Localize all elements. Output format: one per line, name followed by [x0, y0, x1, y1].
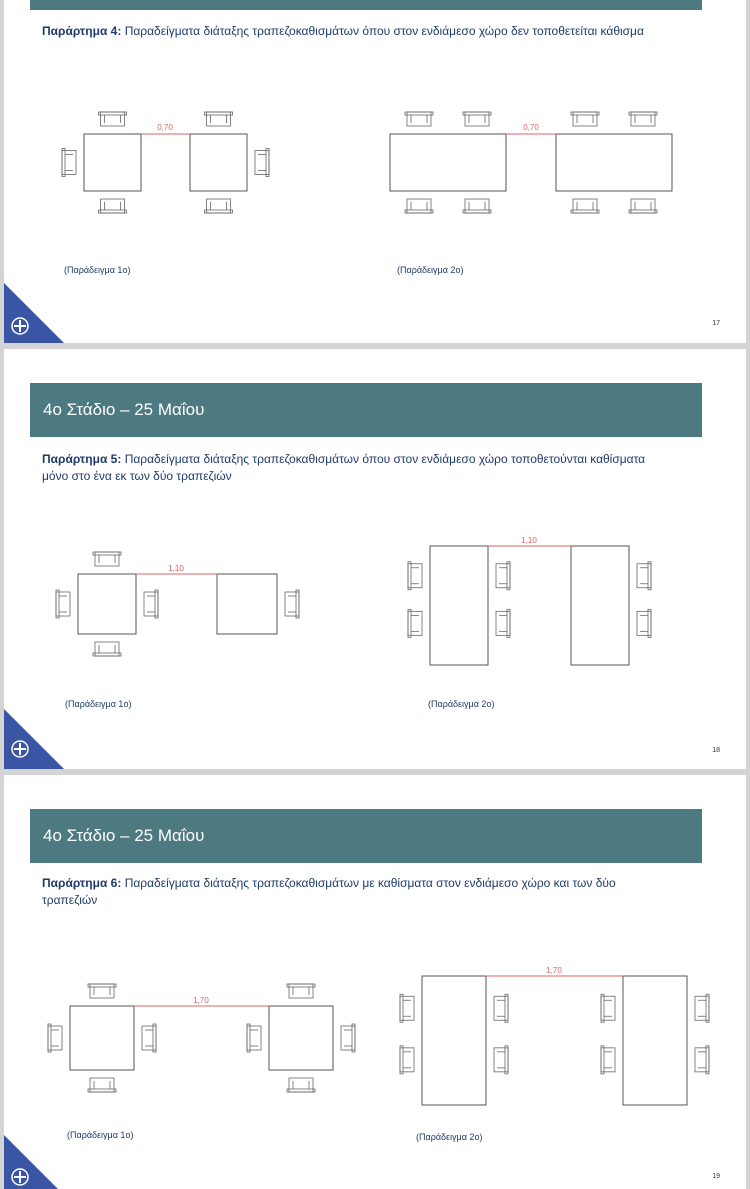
chair — [637, 562, 651, 590]
table — [269, 1006, 333, 1070]
slide-title: 4ο Στάδιο – 25 Μαΐου — [43, 826, 205, 845]
table — [623, 976, 687, 1105]
diagram-example-1 — [4, 100, 324, 225]
logo — [4, 1135, 64, 1189]
chair — [601, 1046, 615, 1074]
title-banner — [30, 809, 702, 863]
table — [390, 134, 506, 191]
chairs — [408, 562, 651, 638]
title-banner — [30, 383, 702, 437]
chair — [494, 1046, 508, 1074]
annex-text: Παραδείγματα διάταξης τραπεζοκαθισμάτων με καθίσματα στον ενδιάμεσο χώρο και των δύο τραπεζιών — [42, 876, 616, 907]
chair — [571, 112, 599, 126]
chair — [287, 1078, 315, 1092]
diagram-example-2 — [389, 965, 729, 1115]
table — [430, 546, 488, 665]
chair — [496, 609, 510, 637]
diagram-example-2 — [384, 100, 684, 225]
annex-description — [42, 451, 662, 485]
table — [84, 134, 141, 191]
chair — [205, 112, 233, 126]
annex-description — [42, 875, 662, 909]
table — [556, 134, 672, 191]
chair — [637, 609, 651, 637]
table — [190, 134, 247, 191]
chair — [56, 590, 70, 618]
chair — [287, 984, 315, 998]
table — [70, 1006, 134, 1070]
diagram-example-1 — [4, 544, 324, 669]
caption-example-2: (Παράδειγμα 2ο) — [416, 1132, 483, 1142]
annex-label: Παράρτημα 6: — [42, 876, 122, 890]
distance-label: 0,70 — [523, 123, 539, 132]
greek-cross-emblem-icon — [4, 1135, 64, 1189]
table — [78, 574, 136, 634]
chair — [629, 112, 657, 126]
diagram-example-1 — [4, 975, 374, 1100]
chair — [601, 994, 615, 1022]
distance-label: 1,10 — [168, 564, 184, 573]
chair — [571, 199, 599, 213]
chair — [400, 1046, 414, 1074]
annex-label: Παράρτημα 4: — [42, 24, 122, 38]
chair — [247, 1024, 261, 1052]
chair — [405, 199, 433, 213]
chair — [408, 609, 422, 637]
page-number: 18 — [712, 747, 720, 754]
caption-example-1: (Παράδειγμα 1ο) — [64, 265, 131, 275]
chair — [62, 149, 76, 177]
chair — [99, 199, 127, 213]
chair — [463, 199, 491, 213]
diagram-example-2 — [399, 534, 669, 674]
table — [571, 546, 629, 665]
annex-description — [42, 23, 662, 40]
chair — [142, 1024, 156, 1052]
page-number: 19 — [712, 1173, 720, 1180]
page-number: 17 — [712, 320, 720, 327]
chair — [496, 562, 510, 590]
greek-cross-emblem-icon — [4, 709, 64, 769]
chair — [144, 590, 158, 618]
caption-example-2: (Παράδειγμα 2ο) — [397, 265, 464, 275]
chair — [88, 984, 116, 998]
slide-title: 4ο Στάδιο – 25 Μαΐου — [43, 400, 205, 419]
chairs — [400, 994, 709, 1074]
chair — [205, 199, 233, 213]
logo — [4, 709, 64, 769]
caption-example-1: (Παράδειγμα 1ο) — [67, 1130, 134, 1140]
slide-18 — [4, 349, 746, 769]
chair — [494, 994, 508, 1022]
annex-text: Παραδείγματα διάταξης τραπεζοκαθισμάτων όπου στον ενδιάμεσο χώρο δεν τοποθετείται κάθισμα — [124, 24, 644, 38]
table — [422, 976, 486, 1105]
chair — [285, 590, 299, 618]
greek-cross-emblem-icon — [4, 283, 64, 343]
caption-example-1: (Παράδειγμα 1ο) — [65, 699, 132, 709]
chair — [48, 1024, 62, 1052]
annex-label: Παράρτημα 5: — [42, 452, 122, 466]
chair — [93, 642, 121, 656]
chair — [88, 1078, 116, 1092]
table — [217, 574, 277, 634]
chair — [695, 1046, 709, 1074]
distance-label: 1,70 — [193, 996, 209, 1005]
chair — [341, 1024, 355, 1052]
chair — [99, 112, 127, 126]
title-banner — [30, 0, 702, 10]
chair — [463, 112, 491, 126]
chair — [695, 994, 709, 1022]
distance-label: 1,10 — [521, 536, 537, 545]
caption-example-2: (Παράδειγμα 2ο) — [428, 699, 495, 709]
logo — [4, 283, 64, 343]
chair — [93, 552, 121, 566]
distance-label: 0,70 — [157, 123, 173, 132]
chair — [400, 994, 414, 1022]
chair — [629, 199, 657, 213]
chair — [255, 149, 269, 177]
slide-17 — [4, 0, 746, 343]
slide-19 — [4, 775, 746, 1189]
distance-label: 1,70 — [546, 966, 562, 975]
chair — [408, 562, 422, 590]
chair — [405, 112, 433, 126]
annex-text: Παραδείγματα διάταξης τραπεζοκαθισμάτων όπου στον ενδιάμεσο χώρο τοποθετούνται καθίσματα μόνο στο ένα εκ των δύο τραπεζιών — [42, 452, 646, 483]
